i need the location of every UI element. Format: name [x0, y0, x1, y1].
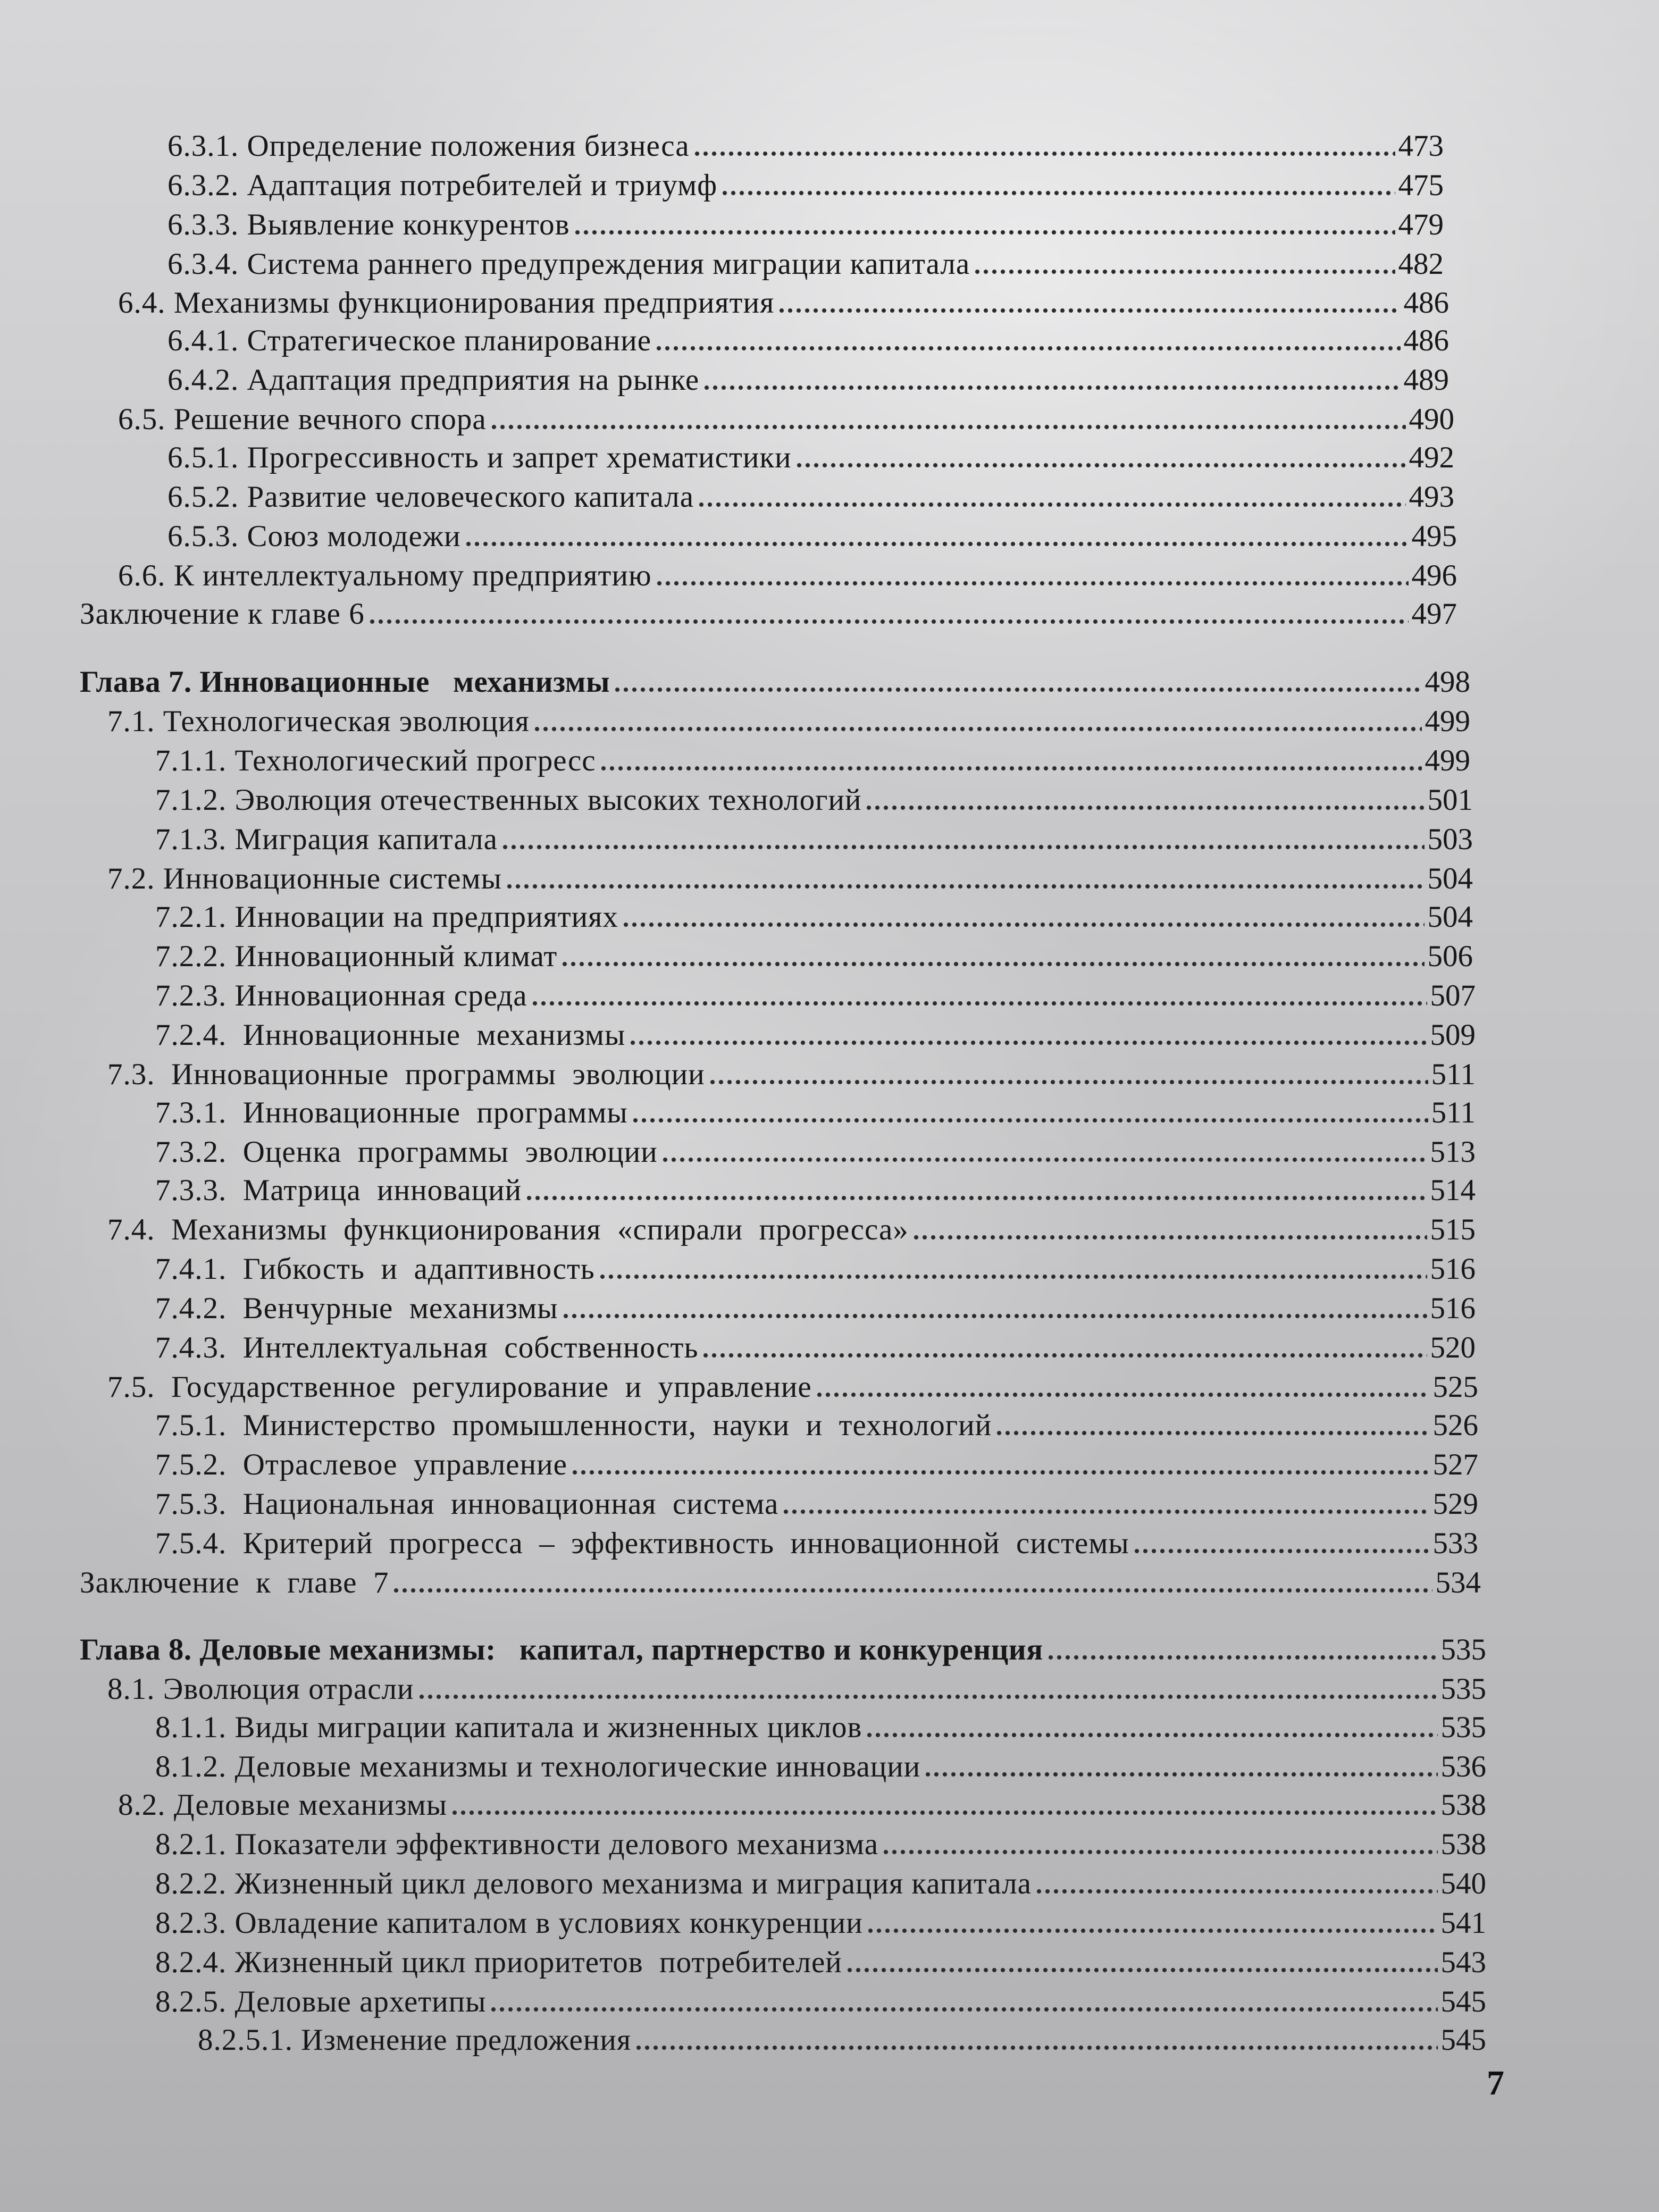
toc-entry-page: 545: [1440, 2023, 1486, 2057]
toc-entry: [118, 282, 1449, 324]
toc-entry: [155, 1327, 1476, 1369]
toc-entry-page: 525: [1432, 1370, 1478, 1404]
toc-entry-page: 526: [1432, 1409, 1478, 1442]
toc-entry-page: 503: [1427, 823, 1473, 856]
toc-entry-page: 479: [1398, 208, 1444, 241]
dot-leader: [912, 1234, 1427, 1241]
toc-entry-page: 536: [1440, 1750, 1486, 1783]
toc-entry-title: 8.2.5. Деловые архетипы: [155, 1985, 487, 2018]
toc-entry-page: 496: [1411, 559, 1457, 592]
toc-entry-title: 6.5.2. Развитие человеческого капитала: [167, 480, 694, 514]
dot-leader: [622, 921, 1425, 928]
dot-leader: [629, 1040, 1427, 1046]
dot-leader: [533, 726, 1422, 732]
toc-entry-page: 515: [1430, 1213, 1476, 1246]
toc-entry-page: 545: [1440, 1985, 1486, 2018]
dot-leader: [368, 618, 1409, 625]
toc-entry: [107, 858, 1473, 900]
dot-leader: [866, 1928, 1438, 1934]
toc-entry-page: 516: [1430, 1252, 1476, 1286]
toc-entry: [155, 818, 1473, 861]
toc-entry-page: 501: [1427, 783, 1473, 817]
toc-entry-title: 6.6. К интеллектуальному предприятию: [118, 559, 652, 592]
toc-entry-title: 7.4.3. Интеллектуальная собственность: [155, 1331, 699, 1364]
toc-entry: [155, 1863, 1486, 1905]
toc-entry-page: 497: [1411, 597, 1457, 631]
toc-entry: [155, 1404, 1478, 1447]
toc-entry-title: Заключение к главе 6: [80, 597, 365, 631]
toc-entry-page: 499: [1425, 705, 1470, 738]
toc-entry-page: 482: [1398, 247, 1444, 281]
toc-entry-page: 538: [1440, 1828, 1486, 1861]
dot-leader: [697, 501, 1406, 508]
toc-entry-title: 6.5. Решение вечного спора: [118, 403, 487, 436]
dot-leader: [598, 1273, 1427, 1280]
toc-entry-page: 486: [1403, 324, 1449, 357]
toc-entry: [167, 243, 1444, 286]
toc-entry-title: 6.5.1. Прогрессивность и запрет хрематистики: [167, 441, 792, 474]
toc-entry: [155, 1169, 1476, 1212]
toc-entry-page: 543: [1440, 1946, 1486, 1979]
toc-entry: [155, 935, 1473, 978]
toc-entry: [167, 164, 1444, 207]
toc-entry: [118, 555, 1457, 597]
toc-entry: [167, 125, 1444, 167]
toc-entry-title: 7.2.4. Инновационные механизмы: [155, 1018, 626, 1052]
toc-entry-title: 8.2.3. Овладение капиталом в условиях конкуренции: [155, 1906, 863, 1940]
toc-entry-title: 7.5.1. Министерство промышленности, науки и технологий: [155, 1409, 992, 1442]
toc-entry-title: 8.2.5.1. Изменение предложения: [198, 2023, 632, 2057]
dot-leader: [995, 1430, 1429, 1436]
toc-entry: [198, 2019, 1486, 2062]
dot-leader: [865, 1732, 1437, 1738]
dot-leader: [661, 1157, 1427, 1163]
toc-entry: [155, 1941, 1486, 1984]
toc-entry-title: 7.2.3. Инновационная среда: [155, 979, 527, 1012]
toc-entry-title: 7.3. Инновационные программы эволюции: [107, 1058, 705, 1091]
toc-entry: [155, 779, 1473, 822]
toc-entry-title: 7.3.3. Матрица инноваций: [155, 1174, 522, 1207]
toc-entry-page: 535: [1440, 1633, 1486, 1666]
dot-leader: [845, 1967, 1438, 1973]
dot-leader: [571, 1469, 1430, 1476]
toc-entry-page: 492: [1409, 441, 1454, 474]
toc-entry: [80, 593, 1457, 635]
toc-entry-page: 534: [1435, 1566, 1481, 1599]
toc-entry: [80, 1562, 1481, 1604]
dot-leader: [795, 462, 1406, 468]
toc-entry: [155, 1746, 1486, 1788]
dot-leader: [613, 686, 1422, 693]
dot-leader: [392, 1587, 1432, 1594]
toc-entry: [167, 515, 1457, 558]
toc-entry: [155, 1902, 1486, 1945]
toc-entry-title: 8.1. Эволюция отрасли: [107, 1672, 414, 1706]
toc-entry: [167, 437, 1454, 479]
toc-entry-page: 509: [1430, 1018, 1476, 1052]
toc-entry: [167, 359, 1449, 401]
toc-entry: [155, 1444, 1478, 1486]
dot-leader: [702, 384, 1400, 391]
toc-entry-page: 513: [1430, 1135, 1476, 1169]
toc-entry-page: 473: [1398, 129, 1444, 163]
dot-leader: [701, 1352, 1427, 1359]
toc-entry-page: 516: [1430, 1292, 1476, 1325]
toc-entry: [155, 896, 1473, 939]
dot-leader: [525, 1195, 1427, 1201]
toc-entry-page: 540: [1440, 1867, 1486, 1900]
toc-entry-page: 507: [1430, 979, 1476, 1012]
toc-entry: [155, 1014, 1476, 1057]
dot-leader: [489, 2006, 1437, 2013]
dot-leader: [417, 1694, 1438, 1700]
toc-entry-title: 6.4. Механизмы функционирования предприятия: [118, 286, 775, 320]
toc-entry-title: 7.1. Технологическая эволюция: [107, 705, 530, 738]
toc-entry-title: Заключение к главе 7: [80, 1566, 389, 1599]
toc-entry-page: 529: [1432, 1487, 1478, 1521]
toc-entry-title: 8.2.1. Показатели эффективности делового механизма: [155, 1828, 878, 1861]
dot-leader: [560, 961, 1424, 967]
toc-entry: [155, 1981, 1486, 2023]
toc-entry: [167, 476, 1454, 518]
dot-leader: [655, 580, 1409, 586]
toc-entry-title: 8.2. Деловые механизмы: [118, 1788, 448, 1822]
toc-entry-page: 499: [1425, 744, 1470, 777]
toc-entry: [107, 700, 1470, 743]
toc-entry-title: 6.3.2. Адаптация потребителей и триумф: [167, 169, 718, 202]
dot-leader: [693, 150, 1395, 157]
toc-entry: [155, 1706, 1486, 1749]
toc-entry: [118, 398, 1454, 441]
page-number: 7: [1487, 2064, 1504, 2102]
toc-entry-page: 495: [1411, 520, 1457, 553]
dot-leader: [973, 269, 1395, 275]
toc-entry: [155, 1287, 1476, 1330]
toc-entry: [167, 204, 1444, 246]
dot-leader: [450, 1809, 1437, 1816]
dot-leader: [634, 2045, 1437, 2051]
toc-entry-title: 6.5.3. Союз молодежи: [167, 520, 461, 553]
toc-entry: [155, 1131, 1476, 1174]
dot-leader: [490, 424, 1406, 430]
toc-entry: [107, 1209, 1476, 1251]
toc-entry-title: 6.3.4. Система раннего предупреждения миграции капитала: [167, 247, 970, 281]
toc-entry-title: 8.1.2. Деловые механизмы и технологические инновации: [155, 1750, 921, 1783]
toc-entry-title: 7.5.2. Отраслевое управление: [155, 1448, 567, 1481]
toc-entry-title: 7.3.2. Оценка программы эволюции: [155, 1135, 658, 1169]
toc-entry: [107, 1053, 1476, 1096]
toc-entry-page: 506: [1427, 940, 1473, 973]
toc-entry-title: 8.1.1. Виды миграции капитала и жизненных циклов: [155, 1711, 862, 1744]
toc-entry-title: 6.3.1. Определение положения бизнеса: [167, 129, 690, 163]
toc-entry-page: 486: [1403, 286, 1449, 320]
toc-entry-page: 498: [1425, 665, 1470, 699]
toc-entry-page: 535: [1440, 1672, 1486, 1706]
toc-entry-title: 7.5.3. Национальная инновационная система: [155, 1487, 779, 1521]
toc-entry-title: 7.1.2. Эволюция отечественных высоких технологий: [155, 783, 862, 817]
toc-entry: [107, 1366, 1478, 1409]
toc-entry-title: 7.4.2. Венчурные механизмы: [155, 1292, 558, 1325]
dot-leader: [573, 229, 1395, 236]
toc-entry: [155, 1522, 1478, 1565]
toc-entry: [118, 1784, 1486, 1826]
toc-entry: [107, 1668, 1486, 1711]
toc-entry: [155, 1483, 1478, 1526]
toc-entry-page: 504: [1427, 900, 1473, 934]
toc-entry-title: 7.2. Инновационные системы: [107, 862, 502, 895]
toc-chapter-entry: [80, 1629, 1486, 1671]
toc-chapter-entry: [80, 661, 1470, 703]
dot-leader: [464, 541, 1409, 547]
toc-entry-page: 493: [1409, 480, 1454, 514]
toc-entry: [155, 740, 1470, 782]
toc-entry-page: 533: [1432, 1527, 1478, 1560]
toc-entry-page: 490: [1409, 403, 1454, 436]
dot-leader: [865, 805, 1424, 811]
dot-leader: [882, 1849, 1438, 1855]
toc-entry-title: 7.2.2. Инновационный климат: [155, 940, 558, 973]
dot-leader: [531, 1000, 1427, 1007]
dot-leader: [655, 345, 1400, 351]
toc-entry-page: 538: [1440, 1788, 1486, 1822]
toc-entry: [155, 975, 1476, 1017]
dot-leader: [1046, 1654, 1438, 1661]
toc-entry-title: 7.1.1. Технологический прогресс: [155, 744, 596, 777]
toc-entry: [155, 1248, 1476, 1291]
dot-leader: [631, 1117, 1428, 1124]
dot-leader: [501, 844, 1425, 850]
dot-leader: [720, 190, 1395, 196]
toc-entry-page: 489: [1403, 363, 1449, 397]
toc-entry-page: 511: [1431, 1096, 1476, 1129]
toc-entry-page: 520: [1430, 1331, 1476, 1364]
toc-entry-title: 7.4. Механизмы функционирования «спирали прогресса»: [107, 1213, 909, 1246]
dot-leader: [815, 1392, 1430, 1398]
toc-entry-title: 7.2.1. Инновации на предприятиях: [155, 900, 618, 934]
dot-leader: [777, 307, 1400, 314]
toc-entry: [155, 1823, 1486, 1866]
dot-leader: [708, 1079, 1428, 1085]
toc-entry-page: 504: [1427, 862, 1473, 895]
toc-entry-title: 6.4.1. Стратегическое планирование: [167, 324, 652, 357]
dot-leader: [505, 883, 1425, 890]
toc-entry: [167, 320, 1449, 362]
dot-leader: [562, 1313, 1427, 1319]
dot-leader: [924, 1771, 1437, 1778]
toc-entry-title: 8.2.4. Жизненный цикл приоритетов потребителей: [155, 1946, 842, 1979]
dot-leader: [1133, 1548, 1430, 1554]
toc-entry-title: 8.2.2. Жизненный цикл делового механизма и миграция капитала: [155, 1867, 1032, 1900]
dot-leader: [1035, 1888, 1438, 1895]
toc-entry-title: 7.3.1. Инновационные программы: [155, 1096, 628, 1129]
toc-entry-page: 475: [1398, 169, 1444, 202]
toc-entry-page: 527: [1432, 1448, 1478, 1481]
toc-entry-page: 514: [1430, 1174, 1476, 1207]
toc-entry-title: 7.5. Государственное регулирование и управление: [107, 1370, 812, 1404]
toc-entry-title: 7.1.3. Миграция капитала: [155, 823, 498, 856]
toc-entry-page: 535: [1440, 1711, 1486, 1744]
toc-entry-page: 511: [1431, 1058, 1476, 1091]
toc-entry-page: 541: [1440, 1906, 1486, 1940]
toc-entry-title: 6.4.2. Адаптация предприятия на рынке: [167, 363, 700, 397]
toc-entry: [155, 1092, 1476, 1134]
dot-leader: [782, 1509, 1429, 1515]
toc-entry-title: Глава 7. Инновационные механизмы: [80, 665, 610, 699]
toc-entry-title: 7.4.1. Гибкость и адаптивность: [155, 1252, 595, 1286]
dot-leader: [599, 765, 1422, 772]
toc-entry-title: Глава 8. Деловые механизмы: капитал, партнерство и конкуренция: [80, 1633, 1043, 1666]
toc-entry-title: 7.5.4. Критерий прогресса – эффективность инновационной системы: [155, 1527, 1129, 1560]
toc-entry-title: 6.3.3. Выявление конкурентов: [167, 208, 570, 241]
